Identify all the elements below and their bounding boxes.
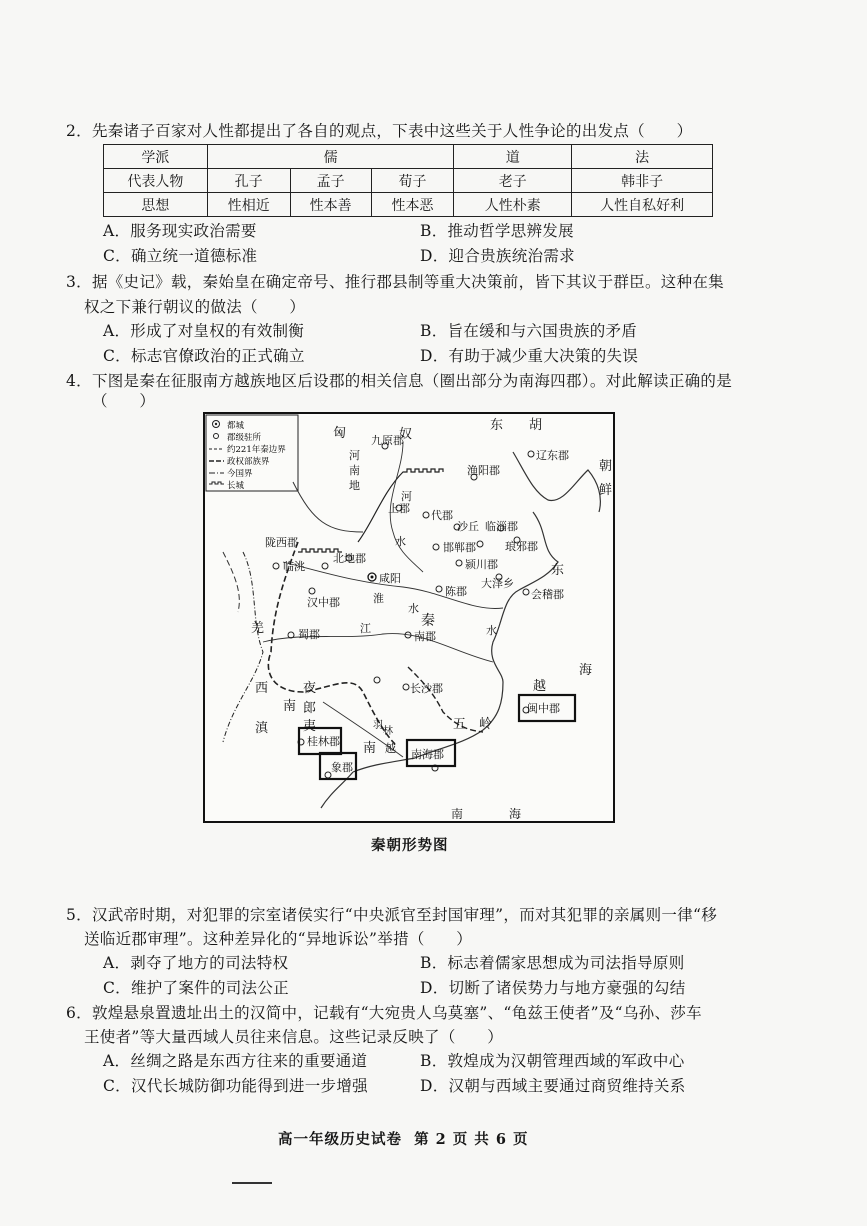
map-caption: 秦朝形势图 <box>371 837 449 854</box>
map-label: 辽东郡 <box>536 449 569 462</box>
map-label: 南 <box>363 741 377 756</box>
map-label: 羽 <box>373 720 383 731</box>
map-label: 琅邪郡 <box>505 540 538 553</box>
q4-stem: 4．下图是秦在征服南方越族地区后设郡的相关信息（圈出部分为南海四郡）。对此解读正确的是 <box>66 372 733 390</box>
decorative-line <box>232 1182 272 1184</box>
table-cell: 孔子 <box>207 169 290 193</box>
q2-table <box>103 144 713 217</box>
map-label: 林 <box>383 726 393 737</box>
option-d[interactable]: D．迎合贵族统治需求 <box>420 247 575 265</box>
table-cell: 荀子 <box>371 169 454 193</box>
legend-item: 今国界 <box>227 469 253 479</box>
q6-stem-cont: 王使者”等大量西域人员往来信息。这些记录反映了（ ） <box>84 1028 504 1046</box>
option-b[interactable]: B．标志着儒家思想成为司法指导原则 <box>420 954 685 972</box>
map-label: 象郡 <box>331 761 353 774</box>
table-cell: 人性自私好利 <box>572 193 713 217</box>
map-label: 水 <box>486 624 497 637</box>
map-label: 邯郸郡 <box>443 541 476 554</box>
map-label: 南 <box>349 464 360 477</box>
option-c[interactable]: C．确立统一道德标准 <box>103 247 258 265</box>
map-label: 秦 <box>421 613 435 629</box>
footer-title: 高一年级历史试卷 <box>278 1131 402 1148</box>
map-label: 临洮 <box>283 560 305 573</box>
map-label: 夜 <box>303 681 317 696</box>
map-label: 西 <box>255 681 269 696</box>
q3-stem-cont: 权之下兼行朝议的做法（ ） <box>84 298 306 316</box>
map-label: 陇西郡 <box>265 536 298 549</box>
map-label: 大泽乡 <box>481 577 514 590</box>
map-label: 奴 <box>399 427 413 442</box>
table-cell: 思想 <box>104 193 208 217</box>
map-label: 九原郡 <box>371 434 404 447</box>
map-legend <box>206 415 298 491</box>
map-label: 颍川郡 <box>465 558 498 571</box>
map-label: 羌 <box>251 621 265 636</box>
table-cell: 学派 <box>104 145 208 169</box>
table-cell: 性本善 <box>290 193 371 217</box>
map-label: 地 <box>349 479 360 492</box>
option-a[interactable]: A．服务现实政治需要 <box>103 222 257 240</box>
table-cell: 韩非子 <box>572 169 713 193</box>
legend-item: 政权部族界 <box>227 457 270 467</box>
map-label: 江 <box>360 622 371 635</box>
map-label: 河 <box>349 449 360 462</box>
map-label: 汉中郡 <box>307 596 340 609</box>
option-a[interactable]: A．形成了对皇权的有效制衡 <box>103 322 305 340</box>
legend-item: 郡级驻所 <box>227 433 262 443</box>
map-label: 海 <box>509 807 522 821</box>
map-label: 南郡 <box>414 630 436 643</box>
map-label: 北地郡 <box>333 552 366 565</box>
qin-dynasty-map <box>203 412 615 823</box>
map-label: 胡 <box>529 418 543 433</box>
map-label: 咸阳 <box>379 572 401 585</box>
map-label: 渔阳郡 <box>467 464 500 477</box>
map-label: 代郡 <box>431 509 453 522</box>
map-label: 桂林郡 <box>307 735 340 748</box>
map-label: 越 <box>385 742 396 755</box>
map-label: 长沙郡 <box>410 682 443 695</box>
q4-stem-cont: （ ） <box>92 392 156 410</box>
map-label: 鲜 <box>599 483 613 498</box>
table-cell: 代表人物 <box>104 169 208 193</box>
map-label: 海 <box>579 663 593 678</box>
map-label: 陈郡 <box>445 585 467 598</box>
map-label: 水 <box>408 602 419 615</box>
table-cell: 老子 <box>454 169 572 193</box>
map-label: 朝 <box>599 459 613 474</box>
map-label: 郎 <box>303 701 317 716</box>
option-c[interactable]: C．维护了案件的司法公正 <box>103 979 289 997</box>
map-label: 滇 <box>255 721 269 736</box>
table-cell: 性相近 <box>207 193 290 217</box>
map-label: 闽中郡 <box>527 702 560 715</box>
option-c[interactable]: C．汉代长城防御功能得到进一步增强 <box>103 1077 368 1095</box>
map-label: 上郡 <box>388 502 410 515</box>
footer-page: 第 2 页 共 6 页 <box>414 1131 529 1148</box>
option-b[interactable]: B．推动哲学思辨发展 <box>420 222 574 240</box>
map-label: 河 <box>401 490 412 503</box>
option-b[interactable]: B．旨在缓和与六国贵族的矛盾 <box>420 322 638 340</box>
option-a[interactable]: A．剥夺了地方的司法特权 <box>103 954 289 972</box>
map-label: 越 <box>533 679 547 694</box>
table-cell: 性本恶 <box>371 193 454 217</box>
map-label: 五 <box>453 717 467 732</box>
table-row <box>104 169 713 193</box>
legend-item: 约221年秦边界 <box>227 445 286 455</box>
option-c[interactable]: C．标志官僚政治的正式确立 <box>103 347 305 365</box>
page-footer <box>278 1128 534 1149</box>
q5-stem-cont: 送临近郡审理”。这种差异化的“异地诉讼”举措（ ） <box>84 930 473 948</box>
map-label: 南 <box>451 807 464 821</box>
map-label: 水 <box>395 535 406 548</box>
map-label: 淮 <box>373 592 384 605</box>
map-label: 蜀郡 <box>298 628 320 641</box>
option-b[interactable]: B．敦煌成为汉朝管理西域的军政中心 <box>420 1052 685 1070</box>
map-label: 匈 <box>333 426 347 441</box>
map-label: 南 <box>283 699 297 714</box>
map-label: 南海郡 <box>411 748 444 761</box>
legend-item: 长城 <box>227 481 245 491</box>
map-label: 夷 <box>303 719 317 734</box>
option-d[interactable]: D．有助于减少重大决策的失误 <box>420 347 639 365</box>
map-label: 岭 <box>479 717 493 732</box>
option-a[interactable]: A．丝绸之路是东西方往来的重要通道 <box>103 1052 368 1070</box>
table-row <box>104 193 713 217</box>
table-cell: 道 <box>454 145 572 169</box>
q2-stem: 2．先秦诸子百家对人性都提出了各自的观点，下表中这些关于人性争论的出发点（ ） <box>66 122 693 140</box>
table-row <box>104 145 713 169</box>
map-label: 东 <box>551 563 565 578</box>
option-d[interactable]: D．汉朝与西域主要通过商贸维持关系 <box>420 1077 686 1095</box>
table-cell: 人性朴素 <box>454 193 572 217</box>
q6-stem: 6．敦煌悬泉置遗址出土的汉简中，记载有“大宛贵人乌莫塞”、“龟兹王使者”及“乌孙、莎车 <box>66 1004 702 1022</box>
legend-item: 都城 <box>227 421 245 431</box>
q3-stem: 3．据《史记》载，秦始皇在确定帝号、推行郡县制等重大决策前，皆下其议于群臣。这种在集 <box>66 273 724 291</box>
map-label: 会稽郡 <box>531 588 564 601</box>
table-cell: 儒 <box>207 145 454 169</box>
option-d[interactable]: D．切断了诸侯势力与地方豪强的勾结 <box>420 979 686 997</box>
table-cell: 法 <box>572 145 713 169</box>
table-cell: 孟子 <box>290 169 371 193</box>
q5-stem: 5．汉武帝时期，对犯罪的宗室诸侯实行“中央派官至封国审理”，而对其犯罪的亲属则一律“移 <box>66 906 718 924</box>
map-label: 东 <box>490 418 504 433</box>
map-label: 沙丘 <box>457 520 479 533</box>
map-label: 临淄郡 <box>485 520 518 533</box>
